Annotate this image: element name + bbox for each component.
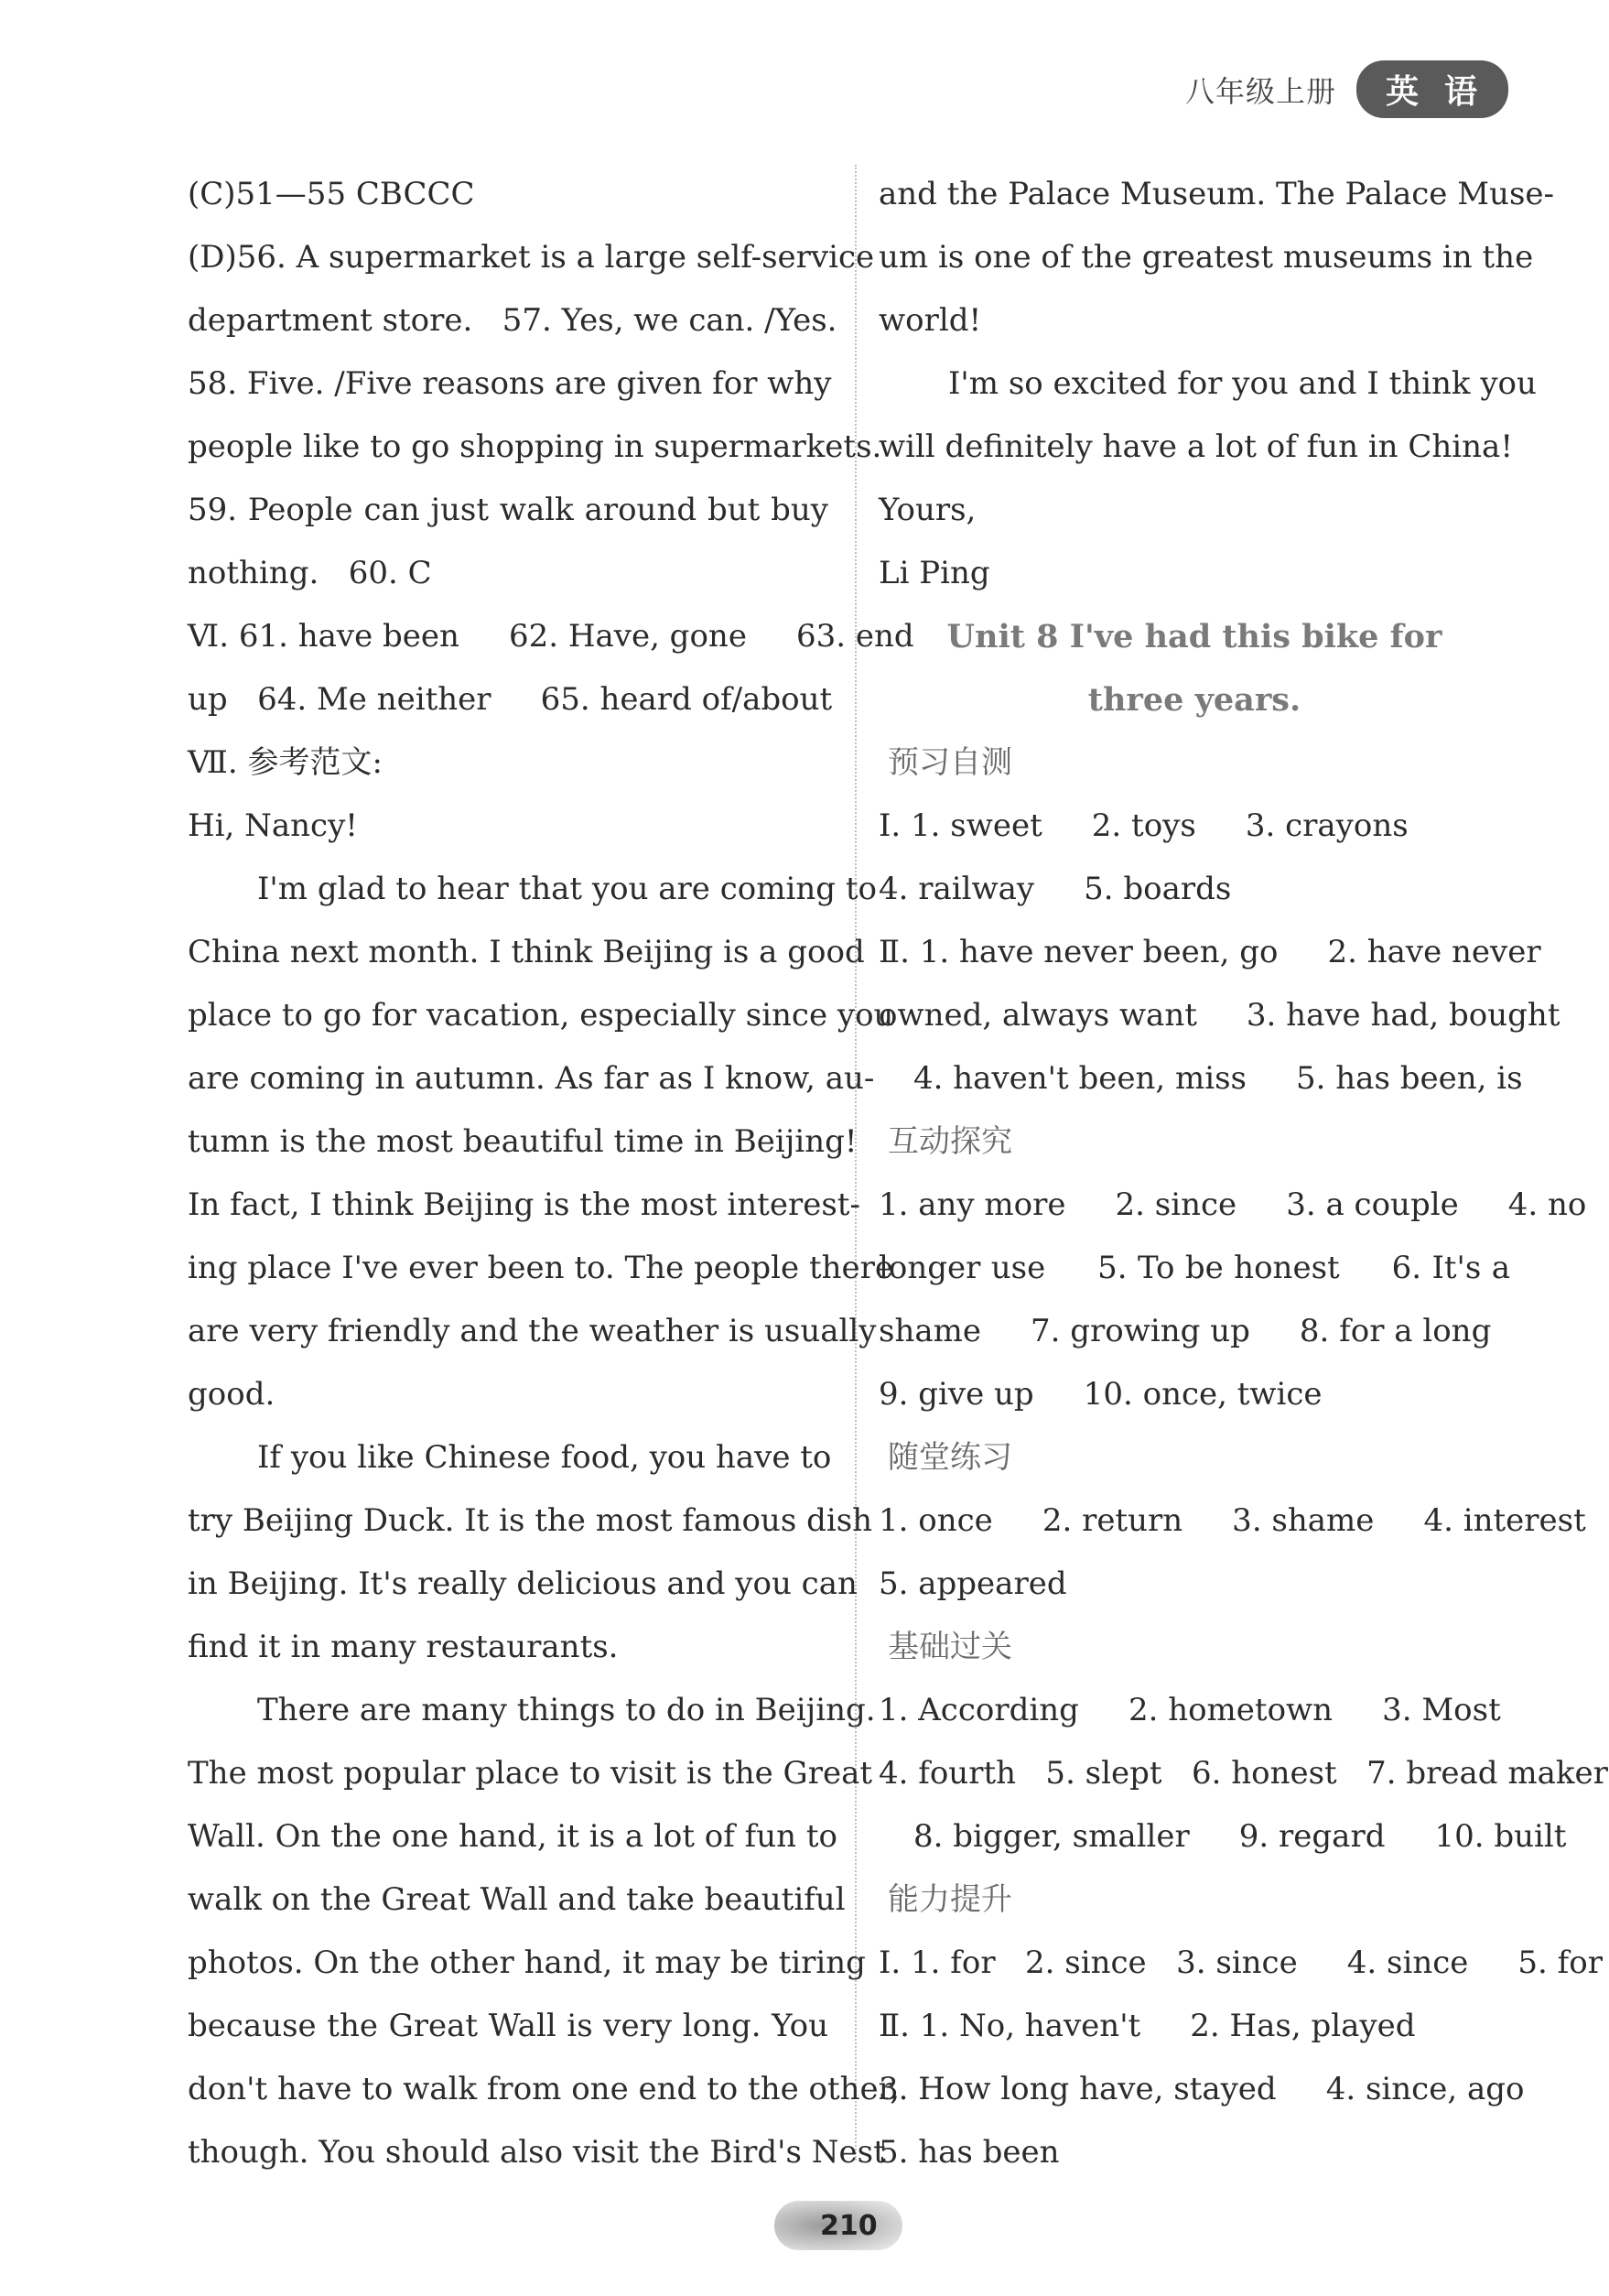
letter-line: There are many things to do in Beijing. — [257, 1692, 876, 1728]
letter-line: photos. On the other hand, it may be tiring — [188, 1944, 866, 1981]
unit-title: Unit 8 I've had this bike for — [946, 618, 1442, 655]
answer-line: 58. Five. /Five reasons are given for why — [188, 365, 832, 402]
letter-line: I'm glad to hear that you are coming to — [257, 871, 877, 907]
subject-badge: 英语 — [1356, 60, 1508, 118]
letter-line: are very friendly and the weather is usually — [188, 1313, 877, 1349]
answer-line: Ⅰ. 1. sweet 2. toys 3. crayons — [879, 807, 1409, 844]
letter-line: tumn is the most beautiful time in Beijing! — [188, 1123, 858, 1160]
letter-line: um is one of the greatest museums in the — [879, 239, 1534, 276]
answer-line: 1. According 2. hometown 3. Most — [879, 1692, 1501, 1728]
letter-line: world! — [879, 302, 982, 339]
page-header — [1185, 60, 1508, 118]
letter-line: in Beijing. It's really delicious and you can — [188, 1565, 858, 1602]
letter-closing: Yours, — [879, 492, 977, 528]
letter-line: In fact, I think Beijing is the most interest- — [188, 1186, 860, 1223]
answer-line: (C)51—55 CBCCC — [188, 176, 475, 212]
answer-line: people like to go shopping in supermarkets. — [188, 428, 882, 465]
section-heading: 基础过关 — [888, 1629, 1012, 1665]
answer-line: 5. appeared — [879, 1565, 1067, 1602]
letter-line: ing place I've ever been to. The people there — [188, 1250, 893, 1286]
answer-line: 59. People can just walk around but buy — [188, 492, 828, 528]
letter-line: don't have to walk from one end to the other, — [188, 2071, 900, 2107]
unit-title-cont: three years. — [1087, 681, 1301, 719]
answer-line: owned, always want 3. have had, bought — [879, 997, 1560, 1034]
letter-line: try Beijing Duck. It is the most famous dish — [188, 1502, 873, 1539]
answer-line: longer use 5. To be honest 6. It's a — [879, 1250, 1510, 1286]
letter-line: The most popular place to visit is the Great — [188, 1755, 873, 1792]
answer-line: 5. has been — [879, 2134, 1060, 2171]
section-heading: 预习自测 — [888, 744, 1012, 781]
letter-signature: Li Ping — [879, 555, 990, 591]
letter-line: are coming in autumn. As far as I know, au- — [188, 1060, 875, 1097]
letter-line: China next month. I think Beijing is a good — [188, 934, 865, 970]
answer-line: 8. bigger, smaller 9. regard 10. built — [913, 1818, 1567, 1855]
letter-line: I'm so excited for you and I think you — [948, 365, 1537, 402]
letter-line: place to go for vacation, especially since you — [188, 997, 894, 1034]
answer-line: nothing. 60. C — [188, 555, 432, 591]
answer-line: Ⅵ. 61. have been 62. Have, gone 63. end — [188, 618, 914, 655]
answer-line: 4. haven't been, miss 5. has been, is — [913, 1060, 1523, 1097]
letter-line: If you like Chinese food, you have to — [257, 1439, 832, 1476]
letter-line: Wall. On the one hand, it is a lot of fun to — [188, 1818, 837, 1855]
answer-line: department store. 57. Yes, we can. /Yes. — [188, 302, 837, 339]
letter-line: though. You should also visit the Bird's Nest — [188, 2134, 886, 2171]
letter-line: and the Palace Museum. The Palace Muse- — [879, 176, 1555, 212]
answer-line: 1. once 2. return 3. shame 4. interest — [879, 1502, 1586, 1539]
left-column — [188, 163, 914, 2184]
answer-line: shame 7. growing up 8. for a long — [879, 1313, 1492, 1349]
answer-line: Ⅱ. 1. have never been, go 2. have never — [879, 934, 1541, 970]
letter-greeting: Hi, Nancy! — [188, 807, 358, 844]
answer-line: 9. give up 10. once, twice — [879, 1376, 1323, 1413]
answer-line: Ⅰ. 1. for 2. since 3. since 4. since 5. for — [879, 1944, 1603, 1981]
answer-line: 3. How long have, stayed 4. since, ago — [879, 2071, 1525, 2107]
page-number: 210 — [774, 2201, 902, 2250]
answer-line: 4. railway 5. boards — [879, 871, 1232, 907]
answer-line: (D)56. A supermarket is a large self-service — [188, 239, 875, 276]
answer-line: 4. fourth 5. slept 6. honest 7. bread maker — [879, 1755, 1608, 1792]
right-column — [879, 163, 1608, 2184]
grade-label: 八年级上册 — [1184, 73, 1336, 109]
letter-line: good. — [188, 1376, 275, 1413]
letter-line: find it in many restaurants. — [188, 1629, 619, 1665]
answer-line: up 64. Me neither 65. heard of/about — [188, 681, 833, 718]
section-heading: 能力提升 — [888, 1881, 1012, 1918]
section-heading: 随堂练习 — [888, 1439, 1012, 1476]
letter-line: walk on the Great Wall and take beautiful — [188, 1881, 846, 1918]
answer-line: Ⅱ. 1. No, haven't 2. Has, played — [879, 2008, 1416, 2044]
section-label: Ⅶ. 参考范文: — [188, 744, 383, 781]
answer-line: 1. any more 2. since 3. a couple 4. no — [879, 1186, 1587, 1223]
letter-line: will definitely have a lot of fun in China! — [879, 428, 1513, 465]
letter-line: because the Great Wall is very long. You — [188, 2008, 828, 2044]
section-heading: 互动探究 — [888, 1123, 1012, 1160]
